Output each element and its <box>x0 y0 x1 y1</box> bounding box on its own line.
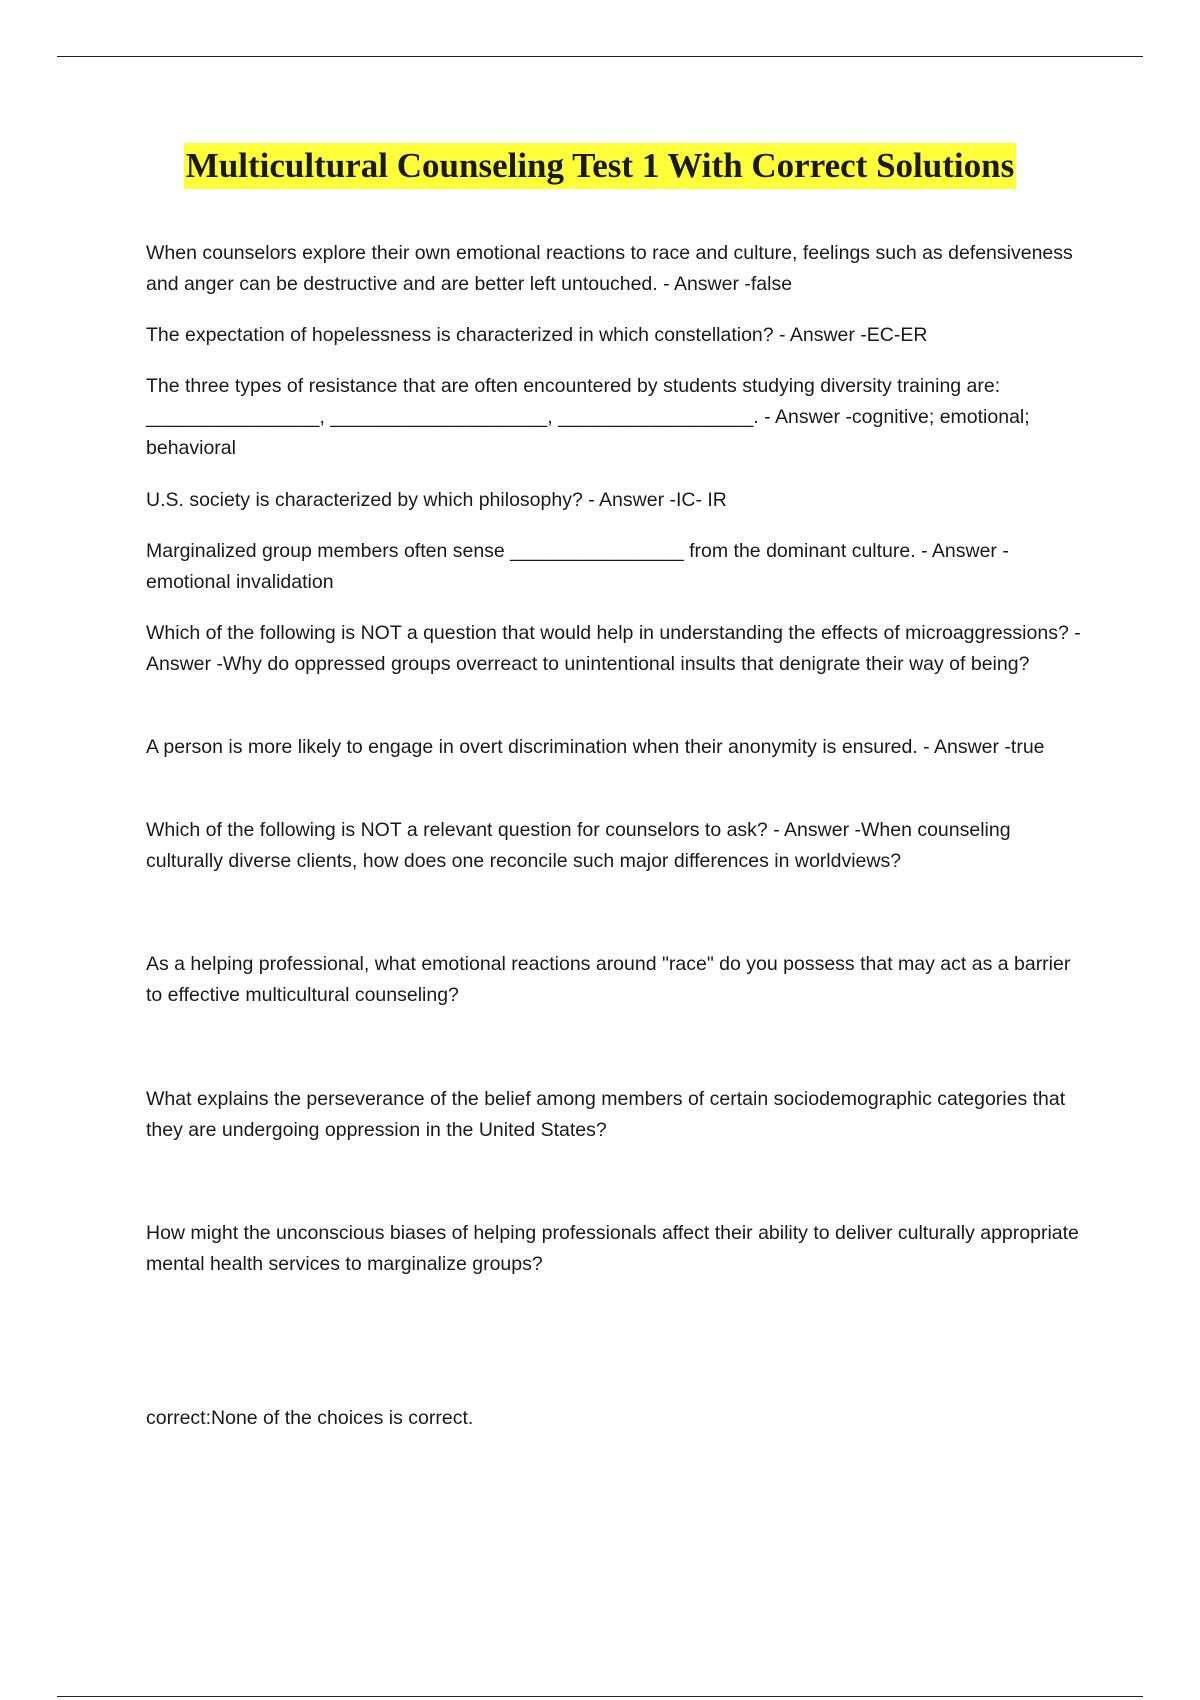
bottom-rule <box>57 1696 1143 1697</box>
qa-item-11: How might the unconscious biases of helping professionals affect their ability to deliver culturally appropriate mental health services to marginalize groups? <box>146 1222 1079 1275</box>
qa-item-1: When counselors explore their own emotional reactions to race and culture, feelings such as defensiveness and anger can be destructive and are better left untouched. - Answer -false <box>146 242 1073 295</box>
title-container <box>0 143 1200 189</box>
qa-item-2: The expectation of hopelessness is characterized in which constellation? - Answer -EC-ER <box>146 324 928 346</box>
qa-item-4: U.S. society is characterized by which philosophy? - Answer -IC- IR <box>146 489 727 511</box>
qa-item-9: As a helping professional, what emotional reactions around "race" do you possess that may act as a barrier to effective multicultural counseling? <box>146 953 1071 1006</box>
qa-item-5: Marginalized group members often sense ________________ from the dominant culture. - Answer -emotional invalidation <box>146 540 1009 593</box>
qa-item-3: The three types of resistance that are often encountered by students studying diversity training are: ________________, ____________________, __________________. - Answer -cognitive; emotional; behavioral <box>146 375 1030 459</box>
qa-item-10: What explains the perseverance of the belief among members of certain sociodemographic categories that they are undergoing oppression in the United States? <box>146 1088 1066 1141</box>
document-title: Multicultural Counseling Test 1 With Correct Solutions <box>184 143 1016 189</box>
top-rule <box>57 56 1143 57</box>
qa-item-8: Which of the following is NOT a relevant question for counselors to ask? - Answer -When counseling culturally diverse clients, how does one reconcile such major differences in worldviews? <box>146 819 1011 872</box>
qa-item-7: A person is more likely to engage in overt discrimination when their anonymity is ensured. - Answer -true <box>146 736 1045 758</box>
qa-item-12: correct:None of the choices is correct. <box>146 1407 474 1429</box>
qa-item-6: Which of the following is NOT a question that would help in understanding the effects of microaggressions? - Answer -Why do oppressed groups overreact to unintentional insults that denigrate their way of being? <box>146 622 1081 675</box>
